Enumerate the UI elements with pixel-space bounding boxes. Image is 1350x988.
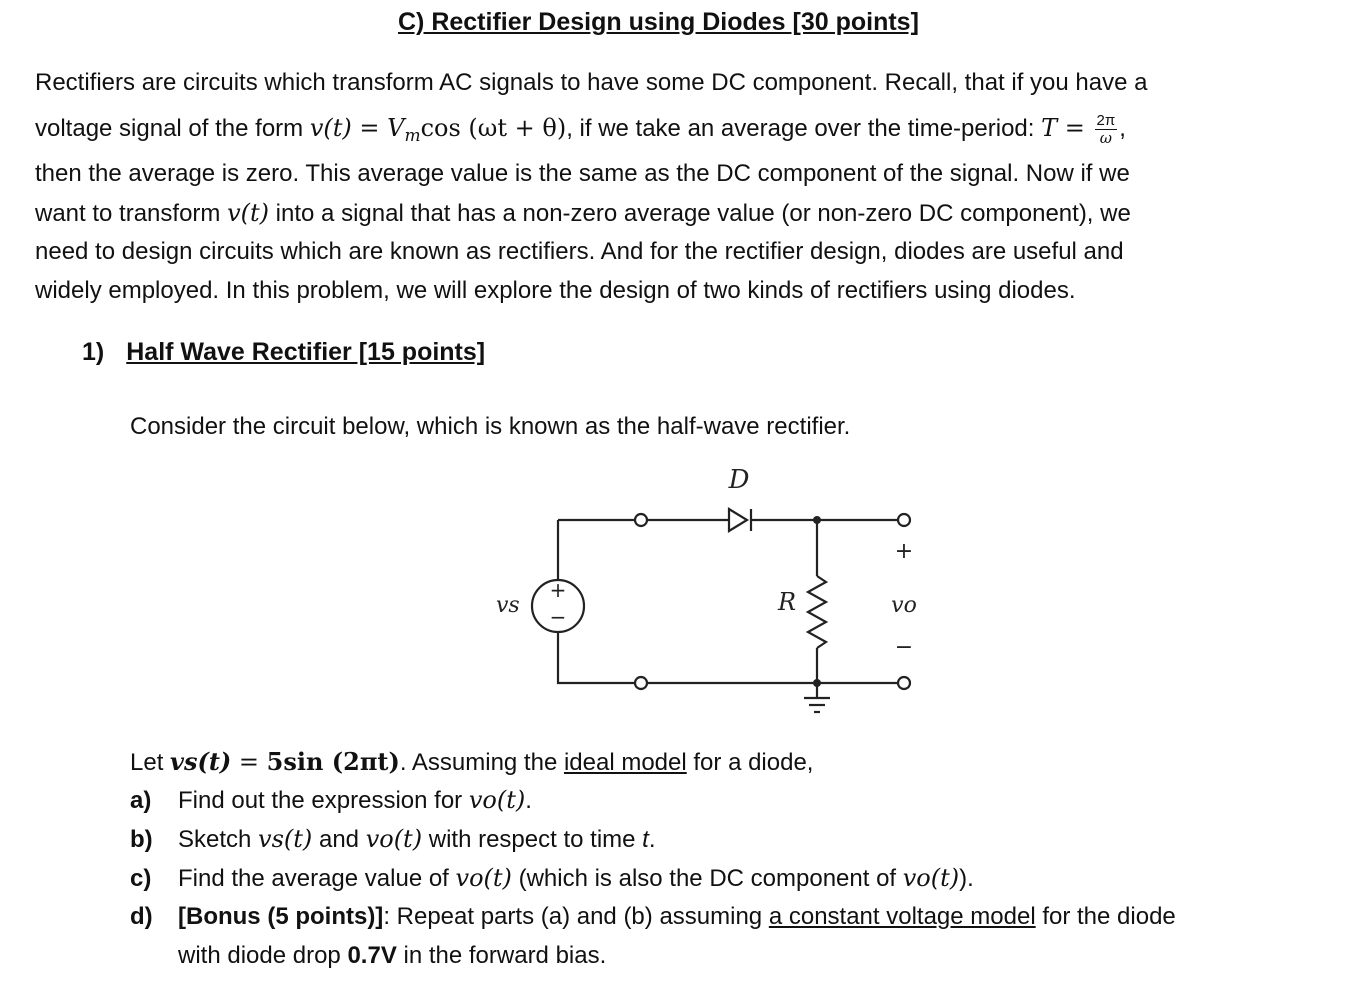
period-fraction: [1095, 112, 1118, 147]
text: into a signal that has a non-zero average value (or non-zero DC component), we: [269, 200, 1131, 227]
fraction-denominator: ω: [1099, 129, 1112, 147]
constant-voltage-model-text: a constant voltage model: [768, 903, 1036, 930]
text: .: [525, 787, 532, 814]
question-key: b): [130, 826, 153, 853]
terminal-output-top: [898, 514, 910, 526]
text: , if we take an average over the time-period:: [566, 114, 1042, 142]
math: vo(t): [468, 786, 526, 814]
output-plus: +: [894, 539, 914, 564]
intro-line-3: then the average is zero. This average value is the same as the DC component of the signal. Now if we: [35, 160, 1130, 187]
resistor-zigzag: [808, 576, 826, 648]
question-c: [130, 864, 974, 893]
subsection-title: Half Wave Rectifier [15 points]: [126, 338, 486, 366]
output-minus: −: [894, 635, 914, 660]
diode-triangle: [729, 509, 747, 531]
half-wave-rectifier-circuit: [470, 458, 930, 728]
resistor-label: R: [778, 588, 797, 616]
section-title: C) Rectifier Design using Diodes [30 points]: [398, 8, 919, 36]
math: vo(t): [365, 825, 423, 853]
text: and: [312, 826, 366, 853]
intro-line-1: Rectifiers are circuits which transform AC signals to have some DC component. Recall, that if you have a: [35, 69, 1148, 96]
text: Let: [130, 749, 171, 776]
period-symbol: T: [1041, 113, 1058, 142]
equals: =: [231, 748, 267, 776]
formula-part-2: cos (ωt + θ): [420, 113, 567, 142]
math: vo(t): [902, 864, 960, 892]
ideal-model-text: ideal model: [563, 749, 687, 776]
problem-statement: [130, 747, 813, 777]
question-a: [130, 786, 532, 815]
junction-dot-bottom: [813, 679, 821, 687]
question-d-line-2: [178, 942, 606, 970]
source-minus: −: [549, 605, 567, 629]
bonus-label: [Bonus (5 points)]: [178, 903, 384, 930]
question-key: d): [130, 903, 153, 930]
intro-line-5: need to design circuits which are known as rectifiers. And for the rectifier design, diodes are useful and: [35, 238, 1124, 265]
junction-dot-top: [813, 516, 821, 524]
text: Find the average value of: [178, 865, 456, 892]
source-plus: +: [549, 578, 567, 602]
text: voltage signal of the form: [35, 114, 310, 142]
terminal-output-bottom: [898, 677, 910, 689]
question-b: [130, 825, 656, 854]
text: ,: [1119, 114, 1126, 142]
equals: =: [1057, 113, 1093, 142]
text: . Assuming the: [399, 749, 564, 776]
output-label: vo: [891, 593, 917, 618]
terminal-top-left: [635, 514, 647, 526]
math: vo(t): [455, 864, 512, 892]
text: with diode drop: [178, 942, 348, 969]
text: for the diode: [1035, 903, 1176, 930]
time-variable: t: [642, 826, 649, 853]
subsection-heading: [82, 338, 485, 367]
subsection-number: 1): [82, 338, 105, 366]
source-expression: vs(t): [170, 747, 232, 776]
source-label: vs: [496, 593, 520, 618]
intro-line-2: [35, 112, 1126, 147]
text: Sketch: [178, 826, 259, 853]
formula-subscript: m: [404, 125, 421, 146]
intro-line-4: [35, 199, 1131, 228]
text: in the forward bias.: [396, 942, 607, 969]
text: (which is also the DC component of: [511, 865, 903, 892]
fraction-numerator: 2π: [1096, 112, 1116, 129]
text: with respect to time: [422, 826, 643, 853]
text: for a diode,: [686, 749, 814, 776]
source-function: 5sin (2πt): [266, 747, 400, 776]
text: Find out the expression for: [178, 787, 469, 814]
intro-line-6: widely employed. In this problem, we will explore the design of two kinds of rectifiers using diodes.: [35, 277, 1076, 304]
terminal-bottom-left: [635, 677, 647, 689]
question-d: [130, 903, 1176, 931]
text: want to transform: [35, 200, 228, 227]
diode-drop-value: 0.7V: [347, 942, 397, 969]
text: : Repeat parts (a) and (b) assuming: [383, 903, 769, 930]
question-key: c): [130, 865, 152, 892]
diode-label: D: [728, 465, 750, 495]
signal-symbol: v(t): [227, 199, 270, 227]
voltage-formula: [309, 113, 421, 146]
text: .: [648, 826, 656, 853]
question-key: a): [130, 787, 152, 814]
text: ).: [959, 865, 974, 892]
math: vs(t): [258, 825, 313, 853]
formula-part: v(t) = V: [309, 113, 405, 142]
circuit-intro: Consider the circuit below, which is known as the half-wave rectifier.: [130, 413, 851, 440]
